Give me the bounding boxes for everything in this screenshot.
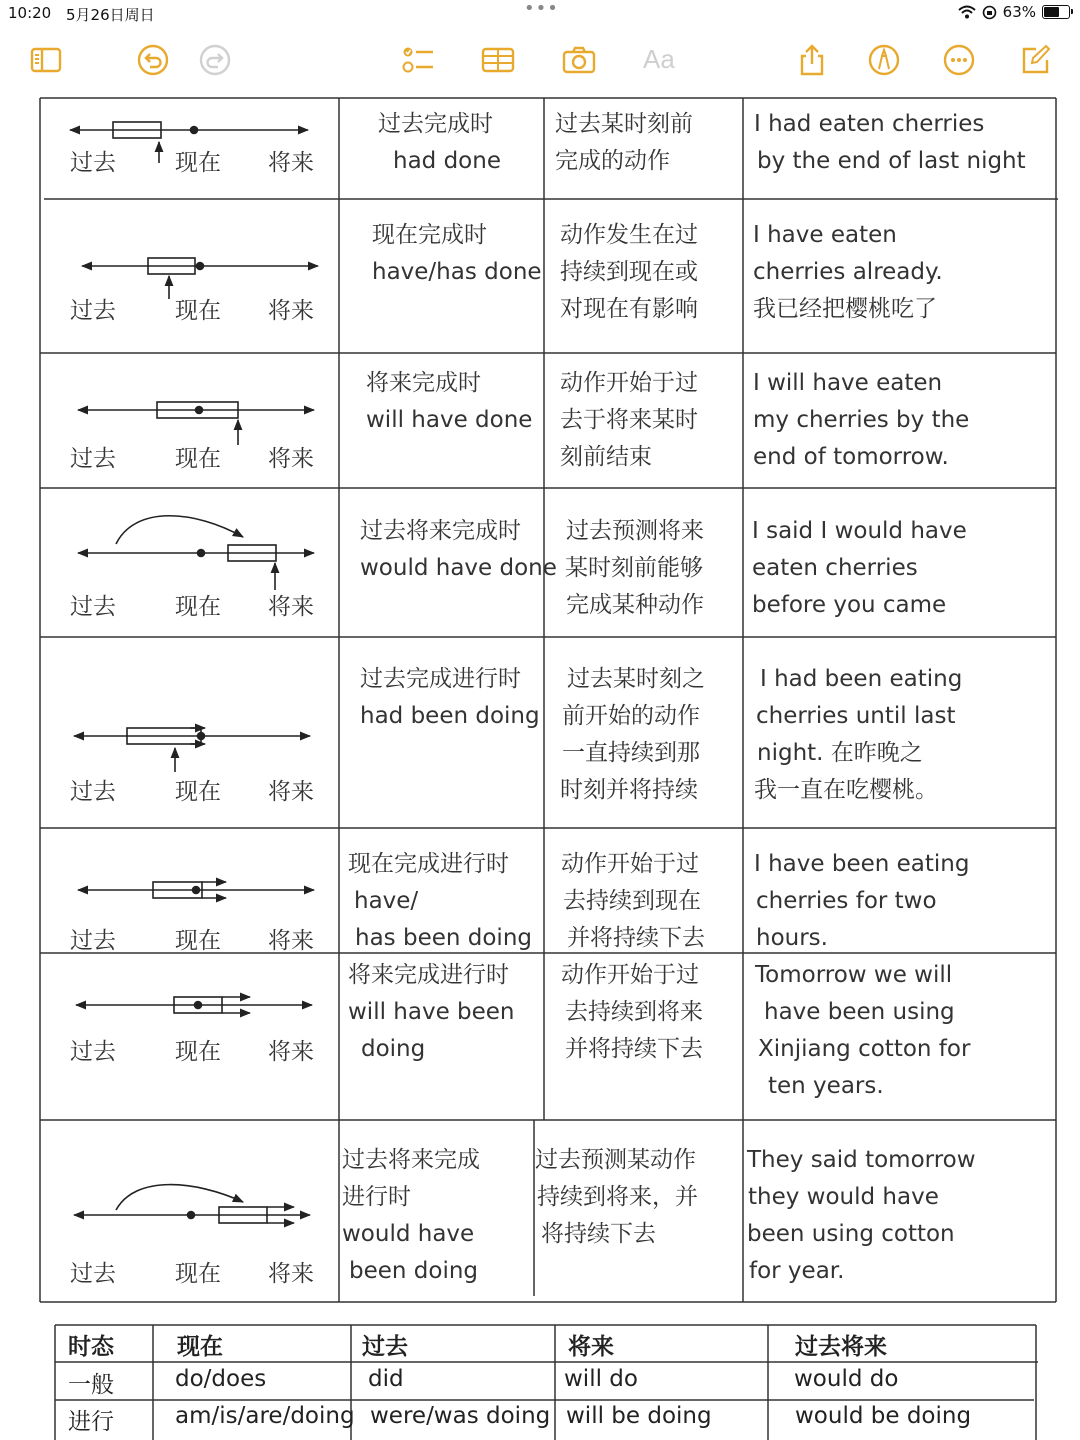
battery-percent: 63% [1002, 3, 1036, 21]
timeline-diagram-present-perfect-continuous [78, 882, 314, 898]
summary-cell: do/does [175, 1366, 267, 1392]
table-icon[interactable] [480, 42, 516, 78]
table-cell-example: night. 在昨晚之 [757, 740, 923, 766]
status-time: 10:20 [8, 4, 52, 22]
battery-fill [1044, 7, 1059, 17]
table-cell-example: they would have [748, 1184, 939, 1210]
table-cell-meaning: 过去某时刻前 [555, 111, 693, 137]
table-cell-tense: 过去完成时 [378, 111, 493, 137]
table-cell-tense: 现在完成进行时 [348, 851, 509, 877]
table-cell-tense: 现在完成时 [372, 222, 487, 248]
table-cell-example: cherries until last [756, 703, 956, 729]
table-cell-example: have been using [764, 999, 955, 1025]
checklist-icon[interactable] [400, 42, 436, 78]
table-cell-tense: will have been [348, 999, 515, 1025]
table-cell-example: I had eaten cherries [754, 111, 985, 137]
table-cell-meaning: 去持续到将来 [565, 999, 703, 1025]
status-bar [0, 0, 1080, 26]
table-cell-example: 我已经把樱桃吃了 [753, 296, 937, 322]
timeline-label-past: 过去 [70, 150, 116, 176]
summary-cell: am/is/are/doing [175, 1403, 355, 1429]
timeline-label-future: 将来 [268, 1039, 314, 1065]
table-cell-meaning: 一直持续到那 [562, 740, 700, 766]
markup-pen-icon[interactable] [866, 42, 902, 78]
summary-cell: would do [794, 1366, 899, 1392]
table-cell-meaning: 对现在有影响 [560, 296, 698, 322]
timeline-label-present: 现在 [175, 1261, 221, 1287]
timeline-label-future: 将来 [268, 150, 314, 176]
table-cell-meaning: 持续到将来，并 [537, 1184, 698, 1210]
table-cell-example: been using cotton [747, 1221, 955, 1247]
multitasking-dots-icon[interactable]: ••• [524, 0, 559, 19]
redo-icon[interactable] [197, 42, 233, 78]
table-cell-meaning: 完成某种动作 [566, 592, 704, 618]
table-cell-example: 我一直在吃樱桃。 [754, 777, 938, 803]
table-cell-example: I had been eating [760, 666, 963, 692]
timeline-label-future: 将来 [268, 298, 314, 324]
table-cell-example: They said tomorrow [747, 1147, 976, 1173]
table-cell-meaning: 某时刻前能够 [565, 555, 703, 581]
table-cell-tense: have/ [354, 888, 419, 914]
more-icon[interactable] [941, 42, 977, 78]
timeline-label-present: 现在 [175, 446, 221, 472]
table-cell-tense: had done [393, 148, 501, 174]
table-cell-example: cherries for two [756, 888, 937, 914]
table-cell-meaning: 并将持续下去 [565, 1036, 703, 1062]
table-cell-meaning: 动作开始于过 [561, 962, 699, 988]
table-cell-meaning: 过去预测某动作 [535, 1147, 696, 1173]
timeline-label-past: 过去 [70, 779, 116, 805]
table-cell-tense: will have done [366, 407, 533, 433]
compose-icon[interactable] [1017, 42, 1053, 78]
undo-icon[interactable] [135, 42, 171, 78]
table-cell-example: I will have eaten [753, 370, 943, 396]
timeline-label-future: 将来 [268, 928, 314, 954]
timeline-diagram-future-perfect-continuous [76, 997, 312, 1013]
battery-icon [1042, 5, 1070, 19]
table-cell-tense: been doing [349, 1258, 479, 1284]
table-cell-example: hours. [756, 925, 828, 951]
summary-header: 时态 [68, 1334, 114, 1360]
timeline-diagram-past-perfect-continuous [74, 728, 310, 772]
timeline-label-past: 过去 [70, 594, 116, 620]
orientation-lock-icon [982, 5, 997, 20]
table-cell-example: before you came [752, 592, 947, 618]
timeline-label-present: 现在 [175, 928, 221, 954]
format-text-button[interactable]: Aa [643, 44, 675, 74]
timeline-label-past: 过去 [70, 446, 116, 472]
timeline-label-present: 现在 [175, 298, 221, 324]
table-cell-tense: doing [361, 1036, 426, 1062]
table-cell-tense: have/has done [372, 259, 542, 285]
timeline-diagram-past-future-perfect [78, 516, 314, 590]
table-cell-tense: 将来完成时 [366, 370, 481, 396]
table-cell-meaning: 时刻并将持续 [560, 777, 698, 803]
table-cell-example: I have been eating [754, 851, 970, 877]
table-cell-meaning: 完成的动作 [555, 148, 670, 174]
table-cell-example: by the end of last night [757, 148, 1026, 174]
table-cell-tense: has been doing [355, 925, 532, 951]
table-cell-tense: 将来完成进行时 [348, 962, 509, 988]
share-icon[interactable] [794, 42, 830, 78]
timeline-diagram-past-future-perfect-continuous [74, 1185, 310, 1223]
status-right [958, 3, 1070, 21]
timeline-label-past: 过去 [70, 1261, 116, 1287]
timeline-label-present: 现在 [175, 1039, 221, 1065]
table-cell-meaning: 刻前结束 [560, 444, 652, 470]
table-cell-meaning: 动作开始于过 [560, 370, 698, 396]
timeline-diagram-future-perfect [78, 402, 314, 445]
timeline-label-future: 将来 [268, 594, 314, 620]
timeline-label-past: 过去 [70, 928, 116, 954]
summary-header: 过去 [362, 1334, 408, 1360]
table-cell-tense: 过去完成进行时 [360, 666, 521, 692]
sidebar-icon[interactable] [28, 42, 64, 78]
table-cell-meaning: 将持续下去 [541, 1221, 656, 1247]
table-cell-tense: had been doing [360, 703, 540, 729]
timeline-label-present: 现在 [175, 779, 221, 805]
summary-header: 现在 [177, 1334, 223, 1360]
table-cell-tense: 进行时 [342, 1184, 411, 1210]
timeline-label-present: 现在 [175, 150, 221, 176]
summary-header: 过去将来 [795, 1334, 887, 1360]
table-cell-example: cherries already. [753, 259, 943, 285]
summary-cell: 进行 [68, 1409, 114, 1435]
table-cell-meaning: 动作发生在过 [560, 222, 698, 248]
timeline-label-past: 过去 [70, 1039, 116, 1065]
status-date: 5月26日周日 [66, 6, 155, 24]
table-cell-tense: 过去将来完成 [342, 1147, 480, 1173]
summary-cell: will be doing [566, 1403, 712, 1429]
table-cell-example: eaten cherries [752, 555, 918, 581]
table-cell-meaning: 过去某时刻之 [567, 666, 705, 692]
table-cell-example: end of tomorrow. [753, 444, 949, 470]
table-cell-meaning: 过去预测将来 [566, 518, 704, 544]
timeline-label-future: 将来 [268, 1261, 314, 1287]
table-cell-example: Tomorrow we will [755, 962, 953, 988]
table-cell-meaning: 去于将来某时 [560, 407, 698, 433]
table-cell-example: for year. [749, 1258, 845, 1284]
camera-icon[interactable] [561, 42, 597, 78]
table-cell-meaning: 并将持续下去 [567, 925, 705, 951]
timeline-label-present: 现在 [175, 594, 221, 620]
summary-cell: did [368, 1366, 404, 1392]
summary-cell: were/was doing [370, 1403, 551, 1429]
table-cell-example: Xinjiang cotton for [758, 1036, 971, 1062]
table-cell-meaning: 前开始的动作 [562, 703, 700, 729]
table-cell-example: I said I would have [752, 518, 967, 544]
table-cell-tense: 过去将来完成时 [360, 518, 521, 544]
summary-cell: would be doing [795, 1403, 972, 1429]
timeline-label-future: 将来 [268, 779, 314, 805]
table-cell-tense: would have done [360, 555, 557, 581]
wifi-icon [958, 5, 976, 19]
timeline-label-future: 将来 [268, 446, 314, 472]
summary-cell: 一般 [68, 1372, 114, 1398]
table-cell-meaning: 去持续到现在 [563, 888, 701, 914]
table-cell-meaning: 持续到现在或 [560, 259, 698, 285]
timeline-label-past: 过去 [70, 298, 116, 324]
table-cell-tense: would have [342, 1221, 475, 1247]
summary-cell: will do [564, 1366, 638, 1392]
summary-header: 将来 [568, 1334, 614, 1360]
table-cell-example: my cherries by the [753, 407, 970, 433]
table-cell-example: I have eaten [753, 222, 897, 248]
table-cell-example: ten years. [768, 1073, 884, 1099]
table-cell-meaning: 动作开始于过 [561, 851, 699, 877]
